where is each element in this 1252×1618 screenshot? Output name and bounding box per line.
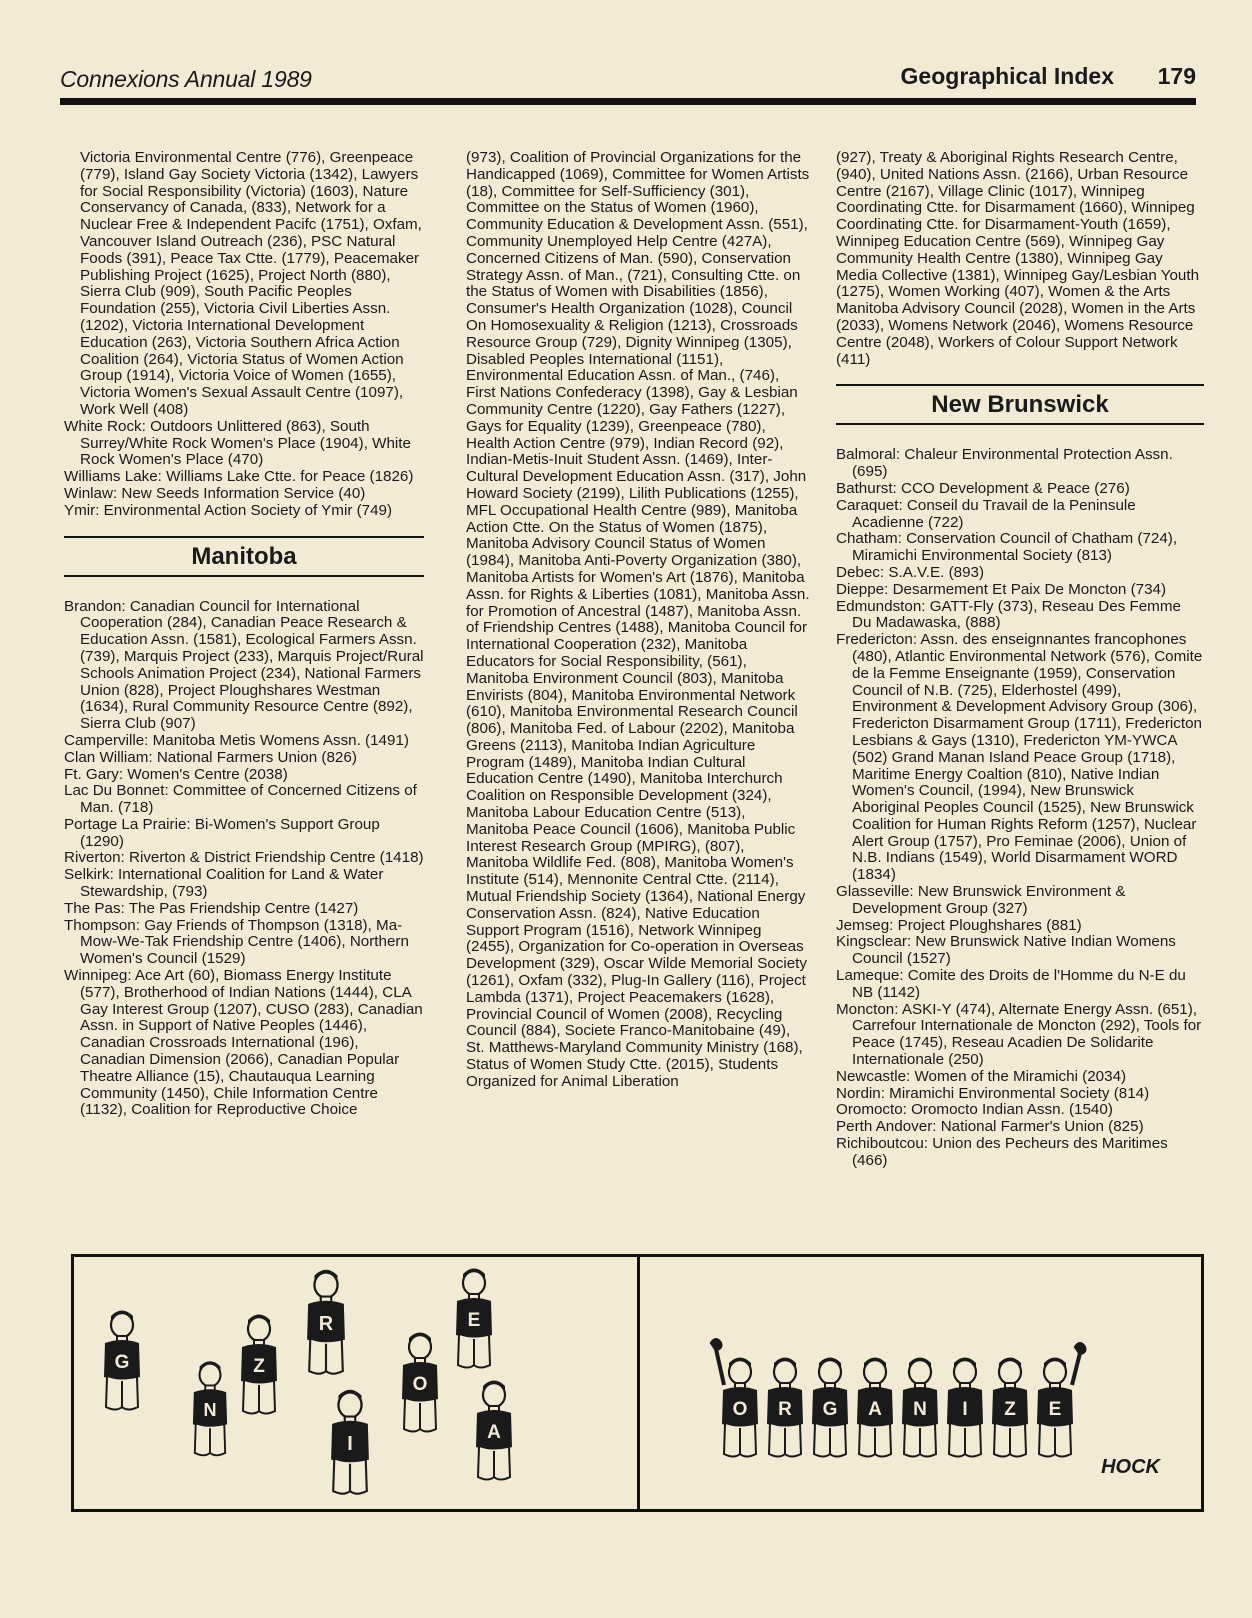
index-entry: Ft. Gary: Women's Centre (2038) xyxy=(64,765,288,783)
person-figure xyxy=(902,1358,938,1457)
shirt-letter: G xyxy=(822,1399,838,1420)
index-entry: Glasseville: New Brunswick Environment & Development Group (327) xyxy=(836,883,1126,917)
index-entry: Thompson: Gay Friends of Thompson (1318), Ma-Mow-We-Tak Friendship Centre (1406), Northern Women's Council (1529) xyxy=(64,916,409,968)
index-entry: Lac Du Bonnet: Committee of Concerned Citizens of Man. (718) xyxy=(64,782,417,817)
shirt-letter: A xyxy=(487,1422,501,1443)
person-figure xyxy=(992,1358,1028,1457)
shirt-letter: R xyxy=(318,1313,334,1336)
person-figure xyxy=(857,1358,893,1457)
index-entry: Moncton: ASKI-Y (474), Alternate Energy Assn. (651), Carrefour Internationale de Moncton (292), Tools for Peace (1745), Reseau Acadien De Solidarite Internationale (250) xyxy=(836,1000,1202,1069)
shirt-letter: I xyxy=(962,1399,968,1420)
index-column-1 xyxy=(64,150,424,1119)
person-figure xyxy=(1037,1358,1073,1457)
person-figure xyxy=(104,1311,140,1410)
index-entry: Newcastle: Women of the Miramichi (2034) xyxy=(836,1067,1127,1085)
shirt-letter: N xyxy=(203,1399,217,1420)
page-number: 179 xyxy=(1157,63,1196,89)
raised-fist-icon xyxy=(1072,1344,1085,1385)
raised-fist-icon xyxy=(712,1340,724,1385)
scattered-figures-illustration xyxy=(74,1257,637,1509)
shirt-letter: E xyxy=(467,1310,481,1331)
person-figure xyxy=(812,1358,848,1457)
shirt-letter: E xyxy=(1048,1399,1062,1420)
index-entry: Debec: S.A.V.E. (893) xyxy=(836,563,985,581)
shirt-letter: Z xyxy=(253,1356,265,1377)
index-entry: The Pas: The Pas Friendship Centre (1427) xyxy=(64,899,359,917)
shirt-letter: O xyxy=(732,1399,748,1420)
index-entry-continued: (973), Coalition of Provincial Organizations for the Handicapped (1069), Committee for Women Artists (18), Committee for Self-Sufficiency (301), Committee on the Status of Women (1960), Community Education & Development Assn. (551), Community Unemployed Help Centre (427A), Concerned Citizens of Man. (590), Conservation Strategy Assn. of Man., (721), Consulting Ctte. on the Status of Women with Disabilities (1856), Consumer's Health Organization (1028), Council On Homosexuality & Religion (1213), Crossroads Resource Group (729), Dignity Winnipeg (1305), Disabled Peoples International (1151), Environmental Education Assn. of Man., (746), First Nations Confederacy (1398), Gay & Lesbian Community Centre (1220), Gay Fathers (1227), Gays for Equality (1239), Greenpeace (780), Health Action Centre (979), Indian Record (92), Indian-Metis-Inuit Student Assn. (1469), Inter-Cultural Development Education Assn. (317), John Howard Society (2199), Lilith Publications (1255), MFL Occupational Health Centre (989), Manitoba Action Ctte. On the Status of Women (1875), Manitoba Advisory Council Status of Women (1984), Manitoba Anti-Poverty Organization (380), Manitoba Artists for Women's Art (1876), Manitoba Assn. for Rights & Liberties (1081), Manitoba Assn. for Promotion of Ancestral (1487), Manitoba Assn. of Friendship Centres (1488), Manitoba Council for International Cooperation (232), Manitoba Educators for Social Responsibility, (561), Manitoba Environment Council (803), Manitoba Envirists (804), Manitoba Environmental Network (610), Manitoba Environmental Research Council (806), Manitoba Fed. of Labour (2202), Manitoba Greens (2113), Manitoba Indian Agriculture Program (1489), Manitoba Indian Cultural Education Centre (1490), Manitoba Interchurch Coalition on Responsible Development (324), Manitoba Labour Education Centre (513), Manitoba Peace Council (1606), Manitoba Public Interest Research Group (MPIRG), (807), Manitoba Wildlife Fed. (808), Manitoba Women's Institute (514), Mennonite Central Ctte. (2114), Mutual Friendship Society (1364), National Energy Conservation Assn. (824), Native Education Support Program (1516), Network Winnipeg (2455), Organization for Co-operation in Overseas Development (329), Oscar Wilde Memorial Society (1261), Oxfam (332), Plug-In Gallery (116), Project Lambda (1371), Project Peacemakers (1628), Provincial Council of Women (2008), Recycling Council (884), Societe Franco-Manitobaine (49), St. Matthews-Maryland Community Ministry (168), Status of Women Study Ctte. (2015), Students Organized for Animal Liberation xyxy=(466,149,810,1090)
index-entry: Oromocto: Oromocto Indian Assn. (1540) xyxy=(836,1101,1113,1119)
index-entry: Caraquet: Conseil du Travail de la Peninsule Acadienne (722) xyxy=(836,496,1136,531)
organize-cartoon xyxy=(71,1254,1204,1512)
index-entry: Perth Andover: National Farmer's Union (825) xyxy=(836,1118,1144,1136)
section-title: Geographical Index xyxy=(900,63,1114,89)
shirt-letter: I xyxy=(347,1433,353,1456)
index-entry: Winlaw: New Seeds Information Service (40) xyxy=(64,484,366,502)
shirt-letter: A xyxy=(868,1399,882,1420)
index-entry: Nordin: Miramichi Environmental Society (814) xyxy=(836,1084,1150,1102)
person-figure xyxy=(456,1269,492,1368)
person-figure xyxy=(767,1358,803,1457)
index-entry: Brandon: Canadian Council for International Cooperation (284), Canadian Peace Research & Education Assn. (1581), Ecological Farmers Assn. (739), Marquis Project (233), Marquis Project/Rural Schools Animation Project (234), National Farmers Union (828), Project Ploughshares Westman (1634), Rural Community Resource Centre (892), Sierra Club (907) xyxy=(64,597,424,733)
index-entry: Camperville: Manitoba Metis Womens Assn. (1491) xyxy=(64,731,409,749)
index-entry: Dieppe: Desarmement Et Paix De Moncton (734) xyxy=(836,580,1167,598)
index-column-2 xyxy=(466,150,811,1091)
index-entry: Portage La Prairie: Bi-Women's Support Group (1290) xyxy=(64,815,380,850)
index-entry: Williams Lake: Williams Lake Ctte. for Peace (1826) xyxy=(64,468,414,486)
index-entry: Kingsclear: New Brunswick Native Indian Womens Council (1527) xyxy=(836,933,1176,968)
shirt-letter: N xyxy=(913,1399,927,1420)
index-column-3 xyxy=(836,150,1204,1170)
shirt-letter: G xyxy=(114,1352,130,1373)
index-entry: Riverton: Riverton & District Friendship Centre (1418) xyxy=(64,849,424,867)
province-heading-manitoba: Manitoba xyxy=(64,536,424,577)
index-entry: Ymir: Environmental Action Society of Ymir (749) xyxy=(64,501,393,519)
index-entry: Winnipeg: Ace Art (60), Biomass Energy Institute (577), Brotherhood of Indian Nations (1444), CLA Gay Interest Group (1207), CUSO (283), Canadian Assn. in Support of Native Peoples (1446), Canadian Crossroads International (196), Canadian Dimension (2066), Canadian Popular Theatre Alliance (15), Chautauqua Learning Community (1450), Chile Information Centre (1132), Coalition for Reproductive Choice xyxy=(64,967,423,1119)
person-figure xyxy=(331,1390,369,1494)
index-entry: White Rock: Outdoors Unlittered (863), South Surrey/White Rock Women's Place (1904), White Rock Women's Place (470) xyxy=(64,417,411,469)
index-entry: Victoria Environmental Centre (776), Greenpeace (779), Island Gay Society Victoria (1342), Lawyers for Social Responsibility (Victoria) (1603), Nature Conservancy of Canada, (833), Network for a Nuclear Free & Independent Pacifc (1751), Oxfam, Vancouver Island Outreach (236), PSC Natural Foods (391), Peace Tax Ctte. (1779), Peacemaker Publishing Project (1625), Project North (880), Sierra Club (909), South Pacific Peoples Foundation (255), Victoria Civil Liberties Assn. (1202), Victoria International Development Education (263), Victoria Southern Africa Action Coalition (264), Victoria Status of Women Action Group (1914), Victoria Voice of Women (1655), Victoria Women's Sexual Assault Centre (1097), Work Well (408) xyxy=(80,149,422,418)
index-entry: Chatham: Conservation Council of Chatham (724), Miramichi Environmental Society (813) xyxy=(836,530,1178,565)
index-entry: Lameque: Comite des Droits de l'Homme du N-E du NB (1142) xyxy=(836,967,1186,1001)
index-entry: Selkirk: International Coalition for Land & Water Stewardship, (793) xyxy=(64,866,384,901)
person-figure xyxy=(947,1358,983,1457)
index-entry: Richiboutcou: Union des Pecheurs des Maritimes (466) xyxy=(836,1135,1168,1169)
shirt-letter: Z xyxy=(1004,1399,1016,1420)
province-heading-new-brunswick: New Brunswick xyxy=(836,384,1204,425)
index-entry: Jemseg: Project Ploughshares (881) xyxy=(836,916,1082,934)
person-figure xyxy=(193,1361,227,1455)
cartoon-panel-scattered xyxy=(74,1257,637,1509)
index-entry: Clan William: National Farmers Union (826) xyxy=(64,748,357,766)
person-figure xyxy=(402,1333,438,1432)
index-entry: Edmundston: GATT-Fly (373), Reseau Des Femme Du Madawaska, (888) xyxy=(836,597,1181,632)
artist-signature: HOCK xyxy=(1101,1456,1160,1478)
person-figure xyxy=(241,1315,277,1414)
person-figure xyxy=(722,1358,758,1457)
running-header xyxy=(60,62,1196,92)
cartoon-panel-organized xyxy=(640,1257,1201,1509)
index-entry: Fredericton: Assn. des enseignnantes francophones (480), Atlantic Environmental Network (576), Comite de la Femme Enseignante (1959), Conservation Council of N.B. (725), Elderhostel (499), Environment & Development Advisory Group (306), Fredericton Disarmament Group (1711), Fredericton Lesbians & Gays (1310), Fredericton YM-YWCA (502) Grand Manan Island Peace Group (1718), Maritime Energy Coaltion (810), Native Indian Women's Council, (1994), New Brunswick Aboriginal Peoples Council (1525), New Brunswick Coalition for Human Rights Reform (1257), Nuclear Alert Group (1757), Pro Feminae (2006), Union of N.B. Indians (1549), World Disarmament WORD (1834) xyxy=(836,631,1203,884)
shirt-letter: R xyxy=(778,1399,792,1420)
shirt-letter: O xyxy=(412,1374,428,1395)
person-figure xyxy=(307,1270,345,1374)
person-figure xyxy=(476,1381,512,1480)
publication-title: Connexions Annual 1989 xyxy=(60,66,312,92)
index-entry: Balmoral: Chaleur Environmental Protection Assn. (695) xyxy=(836,446,1173,481)
header-rule xyxy=(60,98,1196,105)
organized-row-illustration xyxy=(640,1257,1201,1509)
index-entry: Bathurst: CCO Development & Peace (276) xyxy=(836,479,1130,497)
index-entry-continued: (927), Treaty & Aboriginal Rights Research Centre, (940), United Nations Assn. (2166), Urban Resource Centre (2167), Village Clinic (1017), Winnipeg Coordinating Ctte. for Disarmament (1660), Winnipeg Coordinating Ctte. for Disarmament-Youth (1659), Winnipeg Education Centre (569), Winnipeg Gay Community Health Centre (1380), Winnipeg Gay Media Collective (1381), Winnipeg Gay/Lesbian Youth (1275), Women Working (407), Women & the Arts Manitoba Advisory Council (2028), Women in the Arts (2033), Womens Network (2046), Womens Resource Centre (2048), Workers of Colour Support Network (411) xyxy=(836,149,1200,368)
